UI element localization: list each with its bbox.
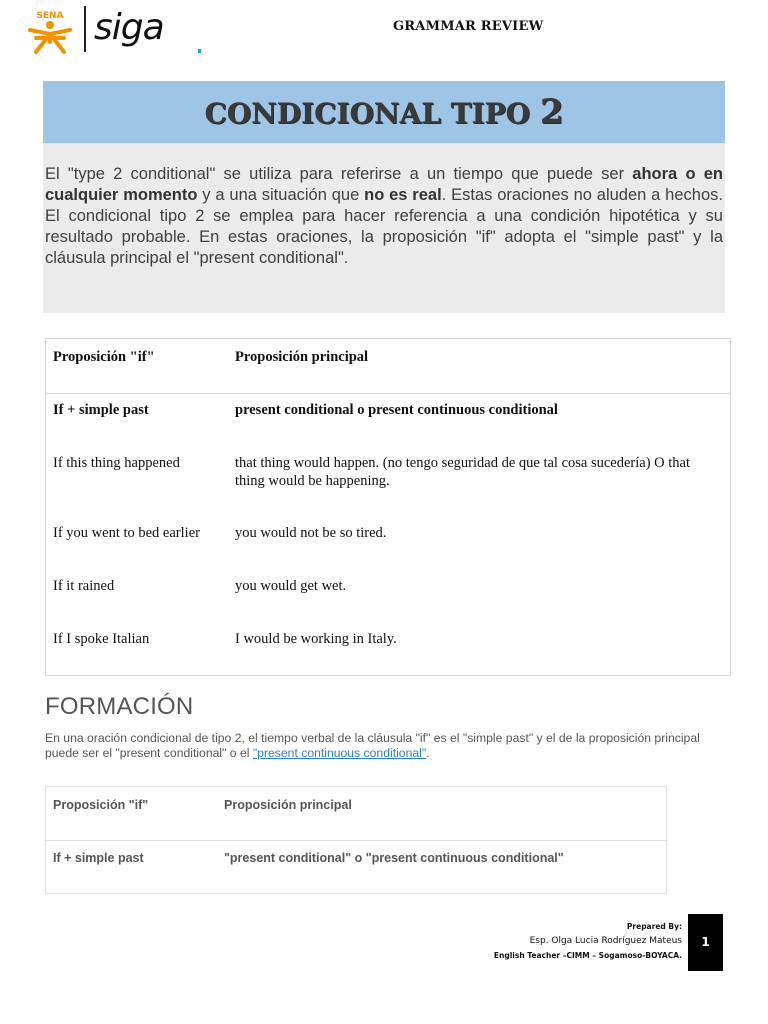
table-cell: If + simple past [53, 851, 144, 865]
page-number-box [688, 914, 723, 971]
table-cell: If it rained [53, 578, 115, 594]
intro-bold-2: no es real [364, 186, 442, 204]
intro-paragraph [45, 164, 723, 269]
table-cell: "present conditional" o "present continuous conditional" [224, 851, 564, 865]
header-title: GRAMMAR REVIEW [393, 19, 544, 34]
table-cell: If you went to bed earlier [53, 525, 200, 541]
conditional-table [45, 338, 731, 676]
author-name: Esp. Olga Lucia Rodríguez Mateus [529, 936, 682, 946]
table-cell: that thing would happen. (no tengo seguridad de que tal cosa sucedería) O that thing would be happening. [235, 455, 691, 489]
page-title-number: 2 [539, 92, 564, 132]
table-divider [46, 840, 666, 841]
logo-divider [84, 6, 86, 52]
section-heading: FORMACIÓN [45, 693, 194, 720]
intro-text-3: . Estas oraciones no aluden a hechos. El condicional tipo 2 se emplea para hacer referencia a una condición hipotética y su resultado probable. En estas oraciones, la proposición "if" adopta el "simple past" y la cláusula principal el "present conditional". [45, 186, 723, 267]
formation-table [45, 786, 667, 894]
table-cell: If this thing happened [53, 455, 180, 471]
formacion-text: En una oración condicional de tipo 2, el tiempo verbal de la cláusula "if" es el "simple past" y el de la proposición principal puede ser el "present conditional" o el [45, 731, 700, 760]
table-cell: present conditional o present continuous conditional [235, 402, 558, 418]
table-cell: If I spoke Italian [53, 631, 150, 647]
page-number: 1 [701, 935, 710, 949]
sena-logo-text: SENA [36, 11, 64, 21]
table-header-main: Proposición principal [224, 798, 352, 812]
intro-text-2: y a una situación que [197, 186, 365, 204]
table-cell: you would get wet. [235, 578, 347, 594]
formacion-paragraph [45, 731, 735, 761]
formacion-text-end: . [426, 746, 430, 760]
table-header-main: Proposición principal [235, 349, 369, 365]
logo-dot [198, 49, 201, 53]
author-role: English Teacher –CIMM – Sogamoso-BOYACA. [493, 951, 682, 960]
table-header-if: Proposición "if" [53, 798, 149, 812]
intro-text-1: El "type 2 conditional" se utiliza para referirse a un tiempo que puede ser [45, 165, 633, 183]
table-cell: I would be working in Italy. [235, 631, 397, 647]
page-title-text: CONDICIONAL TIPO [204, 97, 531, 130]
present-continuous-conditional-link[interactable]: "present continuous conditional" [252, 746, 427, 760]
table-cell: If + simple past [53, 402, 149, 418]
intro-bold-1: ahora o en cualquier momento [45, 165, 724, 204]
table-header-if: Proposición "if" [53, 349, 155, 365]
page-title [43, 81, 725, 143]
siga-logo: siga [94, 7, 164, 48]
table-divider [46, 393, 730, 394]
prepared-by-label: Prepared By: [626, 922, 682, 931]
sena-logo [26, 8, 74, 54]
table-cell: you would not be so tired. [235, 525, 387, 541]
title-banner [43, 81, 725, 143]
